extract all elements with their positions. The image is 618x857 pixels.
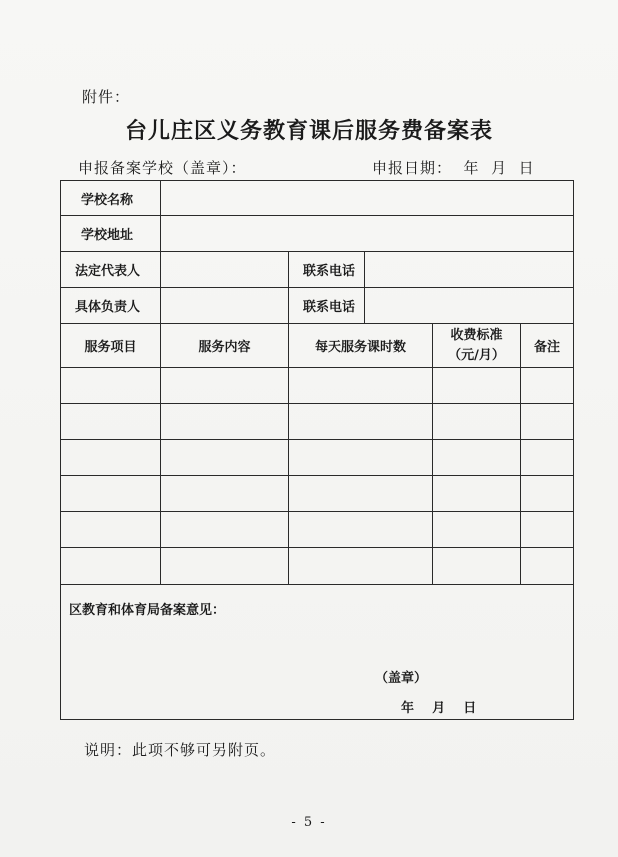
attachment-label: 附件： (82, 88, 131, 106)
person-in-charge-phone-field[interactable] (365, 288, 574, 324)
row-school-address (61, 216, 574, 252)
opinion-date-label: 年 月 日 (401, 701, 477, 716)
legal-rep-label: 法定代表人 (61, 252, 161, 288)
row-school-name (61, 181, 574, 216)
row-column-headers (61, 324, 574, 368)
daily-hours-cell[interactable] (289, 404, 433, 440)
contact-phone-label-2: 联系电话 (289, 288, 365, 324)
service-item-cell[interactable] (61, 368, 161, 404)
fee-cell[interactable] (433, 512, 521, 548)
col-header-fee (433, 324, 521, 368)
col-header-service-content: 服务内容 (161, 324, 289, 368)
remarks-cell[interactable] (521, 512, 574, 548)
legal-rep-field[interactable] (161, 252, 289, 288)
row-bureau-opinion (61, 585, 574, 720)
row-legal-rep (61, 252, 574, 288)
service-item-cell[interactable] (61, 476, 161, 512)
school-address-field[interactable] (161, 216, 574, 252)
col-header-remarks: 备注 (521, 324, 574, 368)
legal-rep-phone-field[interactable] (365, 252, 574, 288)
fee-cell[interactable] (433, 404, 521, 440)
daily-hours-cell[interactable] (289, 548, 433, 585)
row-person-in-charge (61, 288, 574, 324)
table-row (61, 548, 574, 585)
service-item-cell[interactable] (61, 404, 161, 440)
fee-cell[interactable] (433, 476, 521, 512)
table-row (61, 512, 574, 548)
remarks-cell[interactable] (521, 404, 574, 440)
service-content-cell[interactable] (161, 368, 289, 404)
fee-label-line2: （元/月） (448, 347, 505, 363)
table-row (61, 476, 574, 512)
daily-hours-cell[interactable] (289, 476, 433, 512)
remarks-cell[interactable] (521, 440, 574, 476)
page-number: - 5 - (291, 815, 327, 830)
bureau-opinion-cell[interactable] (61, 585, 574, 720)
contact-phone-label: 联系电话 (289, 252, 365, 288)
service-content-cell[interactable] (161, 404, 289, 440)
daily-hours-cell[interactable] (289, 512, 433, 548)
school-name-field[interactable] (161, 181, 574, 216)
col-header-daily-hours: 每天服务课时数 (289, 324, 433, 368)
footnote: 说明：此项不够可另附页。 (84, 741, 277, 759)
school-name-label: 学校名称 (61, 181, 161, 216)
service-content-cell[interactable] (161, 548, 289, 585)
fee-cell[interactable] (433, 440, 521, 476)
service-item-cell[interactable] (61, 440, 161, 476)
remarks-cell[interactable] (521, 368, 574, 404)
remarks-cell[interactable] (521, 476, 574, 512)
person-in-charge-field[interactable] (161, 288, 289, 324)
service-content-cell[interactable] (161, 476, 289, 512)
school-address-label: 学校地址 (61, 216, 161, 252)
fee-cell[interactable] (433, 548, 521, 585)
service-content-cell[interactable] (161, 440, 289, 476)
bureau-opinion-label: 区教育和体育局备案意见： (69, 603, 226, 618)
application-date-label: 申报日期： 年 月 日 (372, 159, 535, 177)
fee-label-line1: 收费标准 (450, 327, 503, 343)
daily-hours-cell[interactable] (289, 440, 433, 476)
daily-hours-cell[interactable] (289, 368, 433, 404)
page-title: 台儿庄区义务教育课后服务费备案表 (124, 118, 493, 144)
table-row (61, 368, 574, 404)
table-row (61, 404, 574, 440)
remarks-cell[interactable] (521, 548, 574, 585)
service-item-cell[interactable] (61, 548, 161, 585)
service-content-cell[interactable] (161, 512, 289, 548)
person-in-charge-label: 具体负责人 (61, 288, 161, 324)
service-item-cell[interactable] (61, 512, 161, 548)
filing-form-table (60, 180, 574, 720)
fee-cell[interactable] (433, 368, 521, 404)
table-row (61, 440, 574, 476)
seal-label: （盖章） (375, 671, 428, 686)
applicant-school-label: 申报备案学校（盖章）： (78, 159, 247, 177)
col-header-service-item: 服务项目 (61, 324, 161, 368)
